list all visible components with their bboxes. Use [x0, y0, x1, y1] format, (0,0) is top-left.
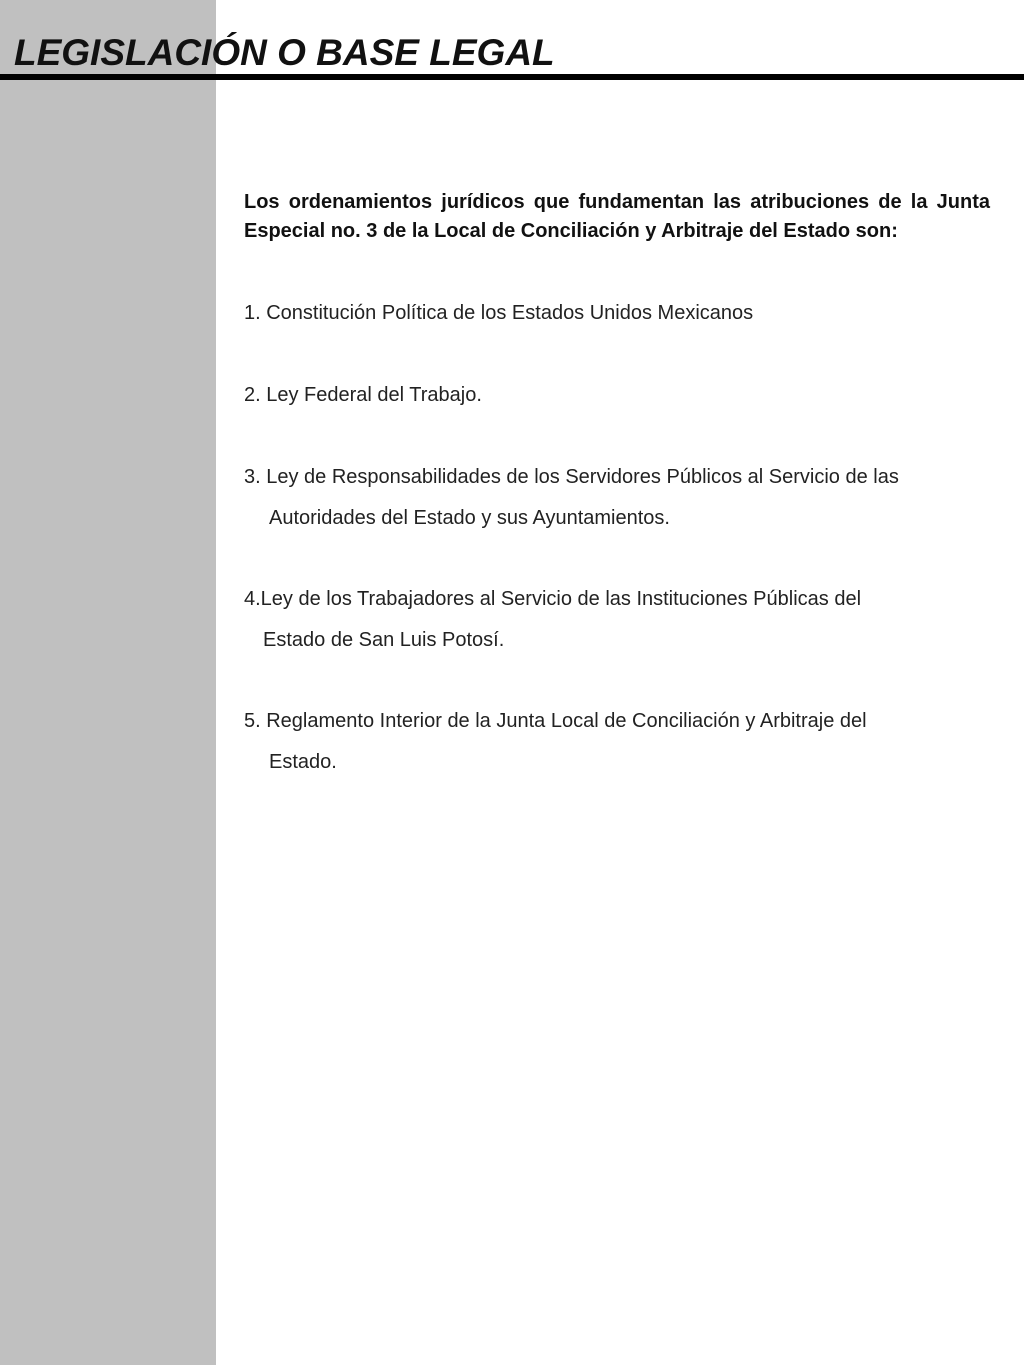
list-item-text: 3. Ley de Responsabilidades de los Servidores Públicos al Servicio de las [244, 466, 899, 488]
list-item-text-continuation: Autoridades del Estado y sus Ayuntamientos. [269, 507, 670, 529]
list-item-text: 1. Constitución Política de los Estados Unidos Mexicanos [244, 302, 754, 324]
list-item-text: 5. Reglamento Interior de la Junta Local de Conciliación y Arbitraje del [244, 710, 867, 732]
slide-title: LEGISLACIÓN O BASE LEGAL [14, 32, 555, 73]
sidebar-panel [0, 0, 216, 1365]
list-item-text: 2. Ley Federal del Trabajo. [244, 384, 482, 406]
legislation-list [244, 293, 990, 783]
intro-paragraph: Los ordenamientos jurídicos que fundamentan las atribuciones de la Junta Especial no. 3 de la Local de Conciliación y Arbitraje del Estado son: [244, 191, 990, 242]
list-item-constitucion [244, 293, 990, 334]
title-underline [0, 74, 1024, 80]
list-item-reglamento-interior [244, 701, 990, 783]
list-item-ley-responsabilidades [244, 457, 990, 539]
list-item-ley-federal-trabajo [244, 375, 990, 416]
slide-content [244, 188, 990, 783]
list-item-text: 4.Ley de los Trabajadores al Servicio de las Instituciones Públicas del [244, 588, 862, 610]
list-item-text-continuation: Estado. [269, 751, 337, 773]
list-item-ley-trabajadores [244, 579, 990, 661]
list-item-text-continuation: Estado de San Luis Potosí. [263, 629, 505, 651]
